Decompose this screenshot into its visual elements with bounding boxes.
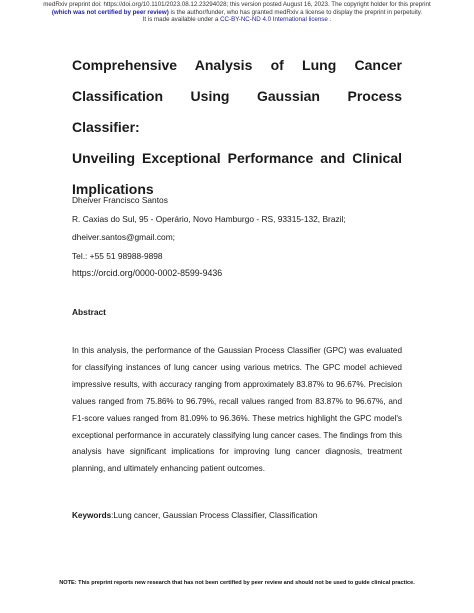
keywords-text: :Lung cancer, Gaussian Process Classifier, Classification <box>111 511 318 520</box>
keywords <box>72 511 317 520</box>
author-name: Dheiver Francisco Santos <box>72 195 168 205</box>
footer-note: NOTE: This preprint reports new research that has not been certified by peer review and should not be used to guide clinical practice. <box>59 580 415 586</box>
header-line-1: medRxiv preprint doi: https://doi.org/10.1101/2023.08.12.23294028; this version posted August 16, 2023. The copyright holder for this preprint <box>43 1 431 8</box>
abstract-text: In this analysis, the performance of the Gaussian Process Classifier (GPC) was evaluated for classifying instances of lung cancer using various metrics. The GPC model achieved impressive results, with accuracy ranging from approximately 83.87% to 96.67%. Precision values ranged from 75.86% to 96.79%, recall values ranged from 83.87% to 96.67%, and F1-score values ranged from 81.09% to 96.36%. These metrics highlight the GPC model's exceptional performance in accurately classifying lung cancer cases. The findings from this analysis have significant implications for improving lung cancer diagnosis, treatment planning, and ultimately enhancing patient outcomes. <box>72 346 402 474</box>
license-link[interactable]: CC-BY-NC-ND 4.0 International license <box>220 16 328 24</box>
header-line-3 <box>0 16 474 24</box>
keywords-label: Keywords <box>72 511 112 520</box>
author-orcid[interactable]: https://orcid.org/0000-0002-8599-9436 <box>72 268 223 278</box>
author-address: R. Caxias do Sul, 95 - Operário, Novo Hamburgo - RS, 93315-132, Brazil; <box>72 214 346 224</box>
header-line-2 <box>0 9 474 17</box>
peer-review-notice: (which was not certified by peer review) <box>51 8 169 16</box>
paper-title <box>72 50 402 205</box>
title-line-4: Implications <box>72 181 154 197</box>
title-line-2: Classification Using Gaussian Process Classifier: <box>72 88 402 135</box>
header-line-2-rest: is the author/funder, who has granted medRxiv a license to display the preprint in perpetuity. <box>168 8 423 16</box>
title-line-3: Unveiling Exceptional Performance and Clinical <box>72 150 402 166</box>
author-phone: Tel.: +55 51 98988-9898 <box>72 251 163 261</box>
license-prefix: It is made available under a <box>142 16 221 24</box>
title-line-1: Comprehensive Analysis of Lung Cancer <box>72 57 402 73</box>
author-email[interactable]: dheiver.santos@gmail.com; <box>72 232 175 242</box>
license-suffix: . <box>327 16 332 24</box>
preprint-header <box>0 1 474 24</box>
abstract-heading: Abstract <box>72 307 106 317</box>
